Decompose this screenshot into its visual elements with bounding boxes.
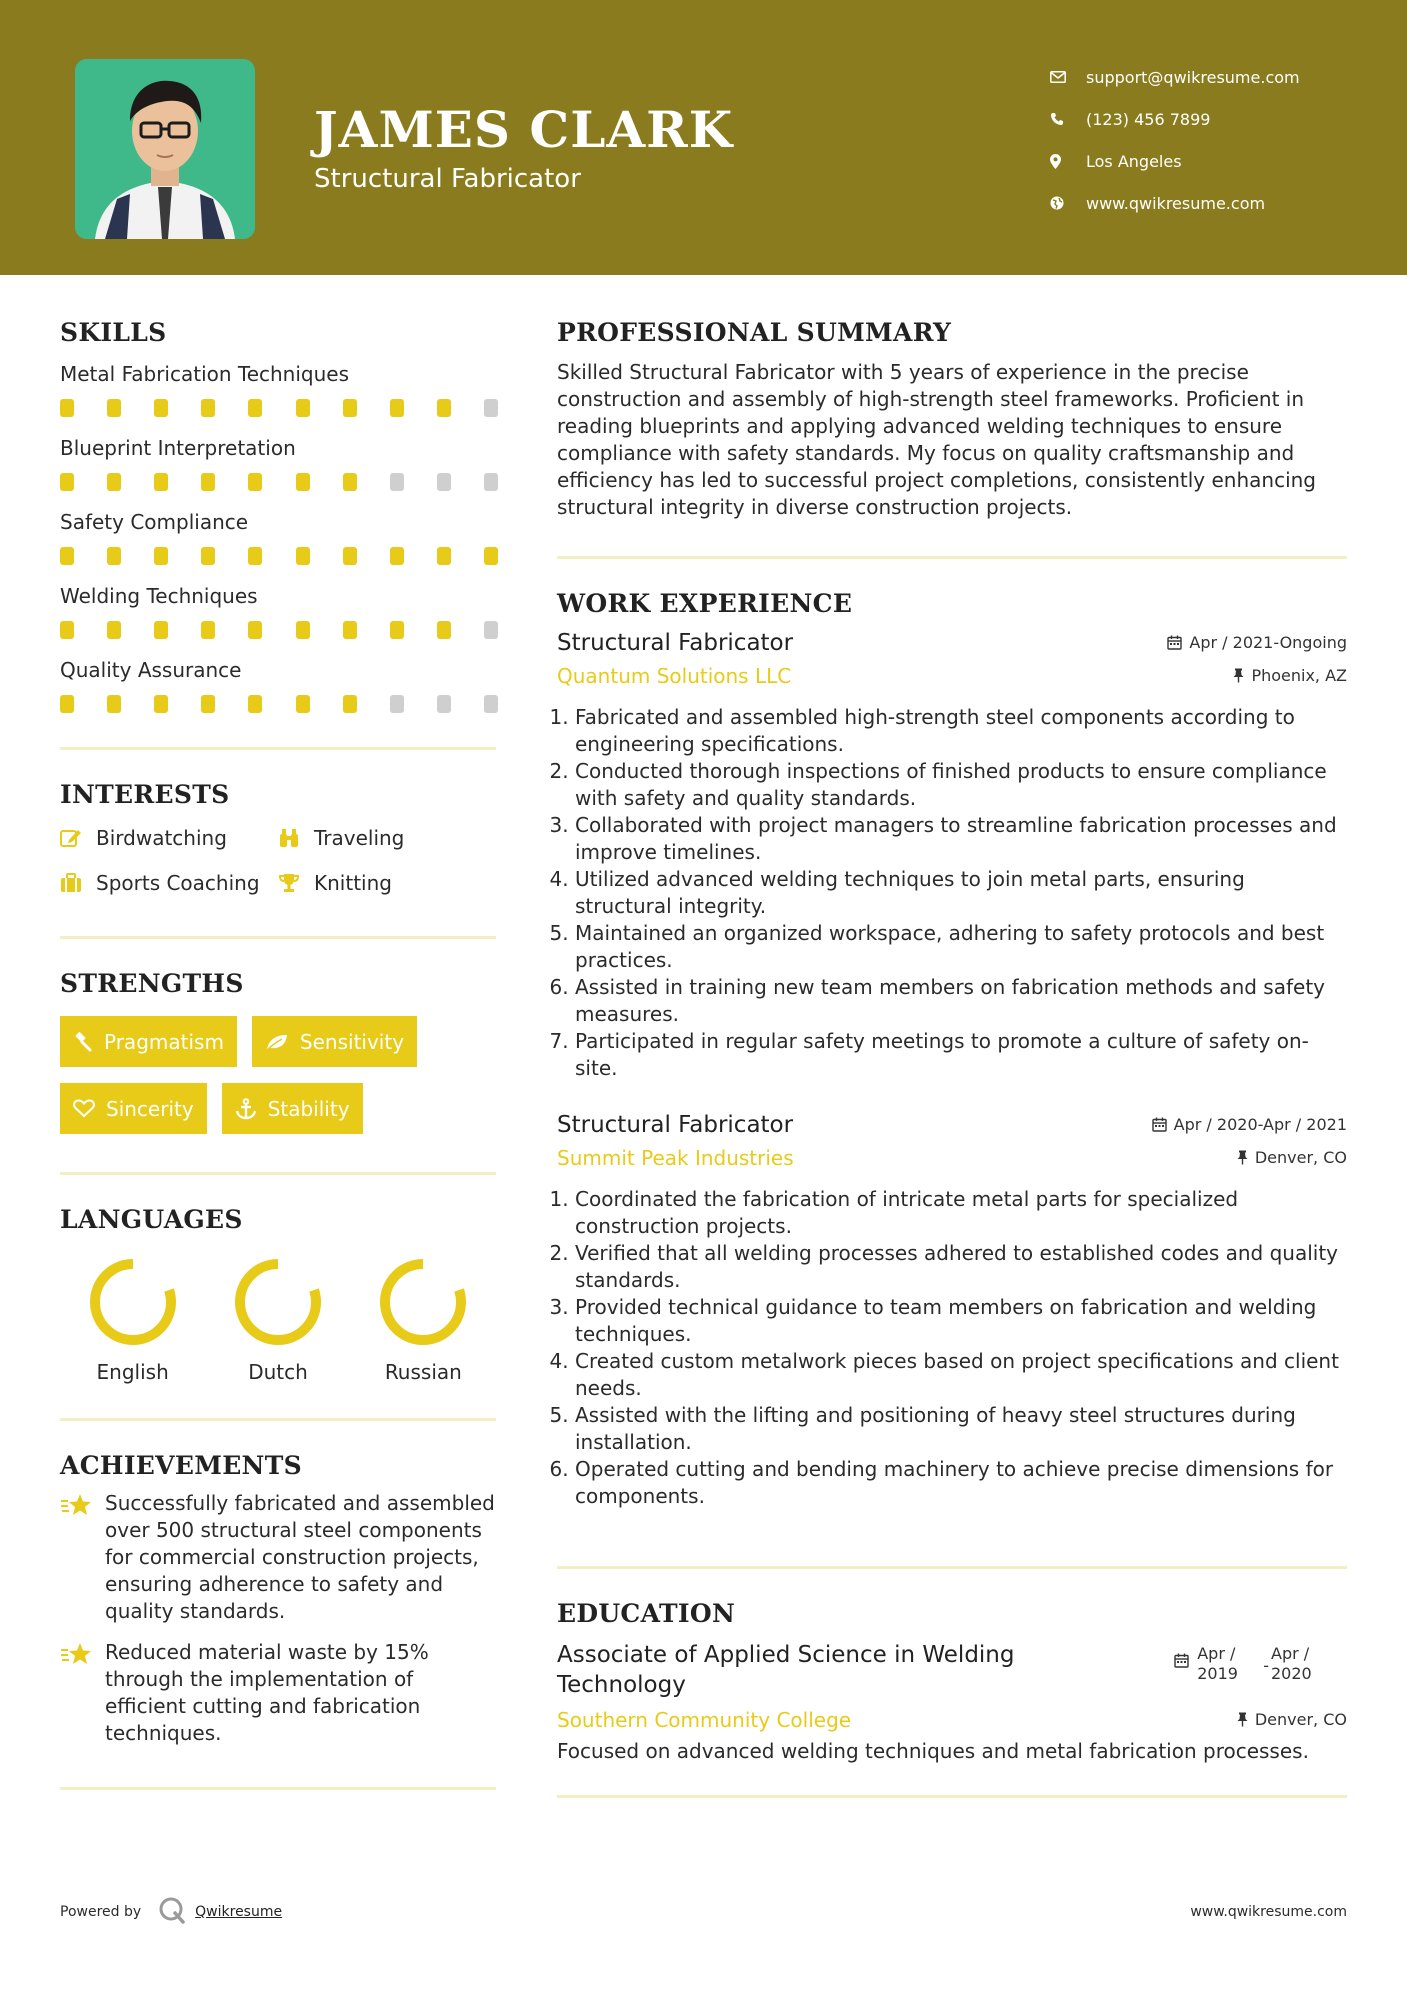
interest-item: [60, 823, 278, 853]
education-date-end: Apr / 2020: [1271, 1644, 1312, 1683]
skill-dot: [201, 473, 215, 491]
skill-dot: [201, 621, 215, 639]
qwikresume-link[interactable]: Qwikresume: [195, 1904, 283, 1920]
profile-photo: [75, 59, 255, 239]
strength-label: Pragmatism: [104, 1029, 224, 1054]
skill-item: [60, 359, 496, 433]
skill-name: Quality Assurance: [60, 658, 242, 682]
job-company: Summit Peak Industries: [557, 1146, 794, 1170]
candidate-title: Structural Fabricator: [314, 164, 581, 194]
achievements-section: [60, 1451, 496, 1747]
skill-rating: [60, 389, 498, 433]
skill-rating: [60, 463, 498, 507]
skill-dot: [107, 621, 121, 639]
pin-icon: [1233, 668, 1244, 683]
language-item: [351, 1256, 496, 1384]
skill-name: Blueprint Interpretation: [60, 436, 296, 460]
binoculars-icon: [278, 828, 314, 848]
job-duty: 3. Provided technical guidance to team members on fabrication and welding techniques.: [575, 1294, 1347, 1348]
skill-dot: [60, 621, 74, 639]
job-entry: [557, 630, 1347, 1082]
contact-email-text: support@qwikresume.com: [1086, 67, 1300, 87]
pencil-icon: [60, 828, 96, 848]
languages-list: [60, 1256, 496, 1384]
skill-dot: [296, 547, 310, 565]
contact-website[interactable]: [1050, 182, 1390, 224]
footer-site[interactable]: www.qwikresume.com: [1190, 1904, 1347, 1920]
skill-dot: [107, 547, 121, 565]
job-dates-text: Apr / 2020-Apr / 2021: [1173, 1115, 1347, 1134]
strength-label: Sensitivity: [299, 1029, 405, 1054]
skill-dot: [248, 399, 262, 417]
language-label: Russian: [384, 1360, 462, 1384]
summary-heading: PROFESSIONAL SUMMARY: [557, 318, 952, 347]
skill-dot: [154, 621, 168, 639]
anchor-icon: [235, 1098, 257, 1120]
skill-dot: [60, 547, 74, 565]
job-company: Quantum Solutions LLC: [557, 664, 792, 688]
skill-name: Welding Techniques: [60, 584, 258, 608]
education-head: [557, 1640, 1347, 1700]
skill-dot: [343, 621, 357, 639]
skill-dot: [484, 621, 498, 639]
person-portrait-icon: [75, 59, 255, 239]
job-duty: 3. Collaborated with project managers to streamline fabrication processes and improve timelines.: [575, 812, 1347, 866]
language-label: Dutch: [248, 1360, 308, 1384]
skill-dot: [201, 547, 215, 565]
skill-dot: [484, 399, 498, 417]
language-ring: [377, 1256, 469, 1348]
skill-name: Safety Compliance: [60, 510, 249, 534]
pin-icon: [1237, 1150, 1248, 1165]
job-duty: 1. Fabricated and assembled high-strength steel components according to engineering specifications.: [575, 704, 1347, 758]
section-divider: [557, 1795, 1347, 1798]
experience-section: [557, 589, 1347, 1510]
interests-heading: INTERESTS: [60, 780, 230, 809]
interest-label: Traveling: [314, 826, 405, 850]
calendar-icon: [1167, 635, 1182, 650]
interest-label: Birdwatching: [96, 826, 227, 850]
skill-rating: [60, 537, 498, 581]
education-heading: EDUCATION: [557, 1599, 736, 1628]
job-duty: 2. Verified that all welding processes adhered to established codes and quality standards.: [575, 1240, 1347, 1294]
strength-chip: [60, 1083, 207, 1134]
strength-chip: [222, 1083, 363, 1134]
achievements-heading: ACHIEVEMENTS: [60, 1451, 302, 1480]
contact-location: [1050, 140, 1390, 182]
resume-header: [0, 0, 1407, 275]
job-list: [557, 630, 1347, 1510]
skill-dot: [390, 621, 404, 639]
strength-chip: [252, 1016, 417, 1067]
calendar-icon: [1152, 1117, 1167, 1132]
job-dates: [1167, 633, 1347, 652]
briefcase-icon: [60, 873, 96, 893]
job-duty: 4. Utilized advanced welding techniques to join metal parts, ensuring structural integrity.: [575, 866, 1347, 920]
skill-rating: [60, 611, 498, 655]
powered-by: [60, 1895, 282, 1929]
job-duty: 2. Conducted thorough inspections of finished products to ensure compliance with safety and quality standards.: [575, 758, 1347, 812]
language-item: [205, 1256, 350, 1384]
language-label: English: [96, 1360, 169, 1384]
star-icon: [60, 1490, 105, 1625]
star-icon: [60, 1639, 105, 1747]
contact-website-text: www.qwikresume.com: [1086, 193, 1266, 213]
skill-dot: [248, 621, 262, 639]
job-head: [557, 630, 1347, 656]
job-duty: 5. Assisted with the lifting and positioning of heavy steel structures during installation.: [575, 1402, 1347, 1456]
language-ring: [87, 1256, 179, 1348]
job-duty: 7. Participated in regular safety meetings to promote a culture of safety on-site.: [575, 1028, 1347, 1082]
languages-section: [60, 1205, 496, 1384]
skill-dot: [437, 473, 451, 491]
skill-dot: [343, 473, 357, 491]
calendar-icon: [1174, 1644, 1189, 1673]
skill-dot: [296, 695, 310, 713]
powered-label: Powered by: [60, 1904, 142, 1920]
job-sub: [557, 1146, 1347, 1170]
education-date-start: Apr / 2019: [1197, 1644, 1238, 1683]
skill-dot: [390, 473, 404, 491]
job-duty: 1. Coordinated the fabrication of intricate metal parts for specialized construction projects.: [575, 1186, 1347, 1240]
achievement-item: [60, 1639, 496, 1747]
education-school: Southern Community College: [557, 1708, 852, 1732]
skill-dot: [201, 695, 215, 713]
skill-dot: [343, 547, 357, 565]
job-location-text: Phoenix, AZ: [1251, 666, 1347, 685]
interests-section: [60, 780, 496, 898]
skills-section: [60, 318, 496, 729]
strengths-heading: STRENGTHS: [60, 969, 244, 998]
interest-item: [60, 868, 278, 898]
mail-icon: [1050, 71, 1086, 83]
job-location: [1233, 666, 1347, 685]
education-location-text: Denver, CO: [1254, 1710, 1347, 1729]
trophy-icon: [278, 873, 314, 893]
gavel-icon: [73, 1032, 93, 1052]
experience-heading: WORK EXPERIENCE: [557, 589, 853, 618]
job-duty: 5. Maintained an organized workspace, adhering to safety protocols and best practices.: [575, 920, 1347, 974]
skill-dot: [437, 621, 451, 639]
job-duties: [575, 704, 1347, 1082]
skill-rating: [60, 685, 498, 729]
skill-dot: [60, 399, 74, 417]
strength-label: Sincerity: [106, 1096, 194, 1121]
job-title: Structural Fabricator: [557, 1112, 794, 1138]
skill-dot: [248, 695, 262, 713]
contact-email[interactable]: [1050, 56, 1390, 98]
candidate-name: JAMES CLARK: [314, 100, 734, 159]
skill-dot: [107, 473, 121, 491]
left-column: [60, 318, 496, 1790]
skill-item: [60, 507, 496, 581]
skill-name: Metal Fabrication Techniques: [60, 362, 350, 386]
strengths-list: [60, 1016, 498, 1134]
achievement-item: [60, 1490, 496, 1625]
heart-icon: [73, 1099, 95, 1118]
job-duties: [575, 1186, 1347, 1510]
skill-item: [60, 581, 496, 655]
contact-phone[interactable]: [1050, 98, 1390, 140]
section-divider: [60, 1418, 496, 1421]
skill-dot: [296, 473, 310, 491]
skill-dot: [107, 695, 121, 713]
skill-item: [60, 655, 496, 729]
education-sub: [557, 1708, 1347, 1732]
contact-list: [1050, 56, 1390, 224]
skill-dot: [154, 399, 168, 417]
interest-label: Knitting: [314, 871, 392, 895]
page-footer: [60, 1895, 1347, 1929]
map-pin-icon: [1050, 154, 1086, 169]
section-divider: [557, 556, 1347, 559]
skill-dot: [154, 547, 168, 565]
job-head: [557, 1112, 1347, 1138]
skill-dot: [437, 695, 451, 713]
section-divider: [60, 747, 496, 750]
interest-label: Sports Coaching: [96, 871, 260, 895]
strength-chip: [60, 1016, 237, 1067]
qwikresume-logo-icon: [157, 1895, 187, 1929]
section-divider: [60, 1787, 496, 1790]
job-dates: [1152, 1115, 1347, 1134]
education-degree: Associate of Applied Science in Welding Technology: [557, 1642, 1015, 1698]
education-dates: [1174, 1640, 1317, 1700]
job-duty: 4. Created custom metalwork pieces based on project specifications and client needs.: [575, 1348, 1347, 1402]
achievement-text: Successfully fabricated and assembled over 500 structural steel components for commercial construction projects, ensuring adherence to safety and quality standards.: [105, 1491, 495, 1623]
skills-heading: SKILLS: [60, 318, 167, 347]
contact-phone-text: (123) 456 7899: [1086, 109, 1211, 129]
skill-dot: [390, 547, 404, 565]
leaf-icon: [265, 1033, 289, 1051]
skill-dot: [248, 547, 262, 565]
skills-list: [60, 359, 496, 729]
languages-heading: LANGUAGES: [60, 1205, 243, 1234]
job-location: [1237, 1148, 1347, 1167]
interest-item: [278, 823, 496, 853]
job-duty: 6. Operated cutting and bending machinery to achieve precise dimensions for components.: [575, 1456, 1347, 1510]
section-divider: [557, 1566, 1347, 1569]
skill-dot: [390, 695, 404, 713]
job-location-text: Denver, CO: [1254, 1148, 1347, 1167]
section-divider: [60, 1172, 496, 1175]
education-location: [1237, 1710, 1347, 1729]
skill-dot: [154, 695, 168, 713]
skill-dot: [60, 473, 74, 491]
language-ring: [232, 1256, 324, 1348]
globe-icon: [1050, 196, 1086, 210]
skill-dot: [201, 399, 215, 417]
summary-text: Skilled Structural Fabricator with 5 years of experience in the precise construction and assembly of high-strength steel frameworks. Proficient in reading blueprints and applying advanced welding techniques to ensure compliance with safety standards. My focus on quality craftsmanship and efficiency has led to successful project completions, consistently enhancing structural integrity in diverse construction projects.: [557, 360, 1317, 519]
skill-dot: [484, 473, 498, 491]
phone-icon: [1050, 112, 1086, 126]
section-divider: [60, 936, 496, 939]
skill-dot: [296, 621, 310, 639]
skill-dot: [390, 399, 404, 417]
pin-icon: [1237, 1712, 1248, 1727]
skill-item: [60, 433, 496, 507]
job-sub: [557, 664, 1347, 688]
strength-label: Stability: [267, 1096, 350, 1121]
skill-dot: [248, 473, 262, 491]
skill-dot: [437, 547, 451, 565]
skill-dot: [343, 695, 357, 713]
job-entry: [557, 1112, 1347, 1510]
interest-item: [278, 868, 496, 898]
strengths-section: [60, 969, 496, 1134]
interests-list: [60, 823, 496, 898]
skill-dot: [484, 695, 498, 713]
achievement-text: Reduced material waste by 15% through the implementation of efficient cutting and fabrication techniques.: [105, 1640, 429, 1745]
job-duty: 6. Assisted in training new team members on fabrication methods and safety measures.: [575, 974, 1347, 1028]
skill-dot: [343, 399, 357, 417]
skill-dot: [296, 399, 310, 417]
education-section: [557, 1599, 1347, 1765]
education-description: Focused on advanced welding techniques and metal fabrication processes.: [557, 1739, 1309, 1763]
contact-location-text: Los Angeles: [1086, 151, 1182, 171]
skill-dot: [60, 695, 74, 713]
right-column: [557, 318, 1347, 1798]
language-item: [60, 1256, 205, 1384]
skill-dot: [107, 399, 121, 417]
education-date-sep: -: [1263, 1656, 1269, 1675]
skill-dot: [154, 473, 168, 491]
job-dates-text: Apr / 2021-Ongoing: [1189, 633, 1347, 652]
skill-dot: [437, 399, 451, 417]
job-title: Structural Fabricator: [557, 630, 794, 656]
summary-section: [557, 318, 1347, 521]
skill-dot: [484, 547, 498, 565]
